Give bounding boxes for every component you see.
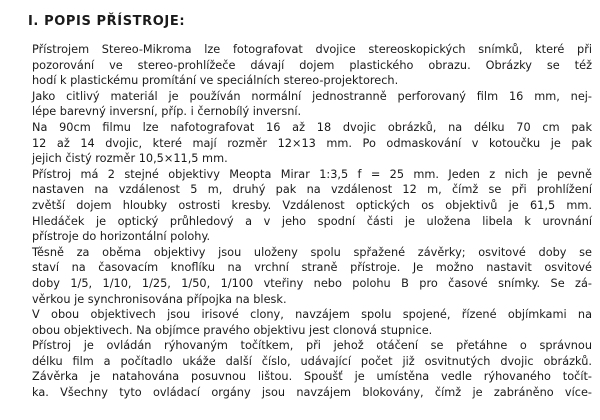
paragraph-film-capacity <box>32 120 592 167</box>
text-line: 12 až 14 dvojic, které mají rozměr 12×13 mm. Po odmaskování v kotoučku je pak <box>32 136 592 150</box>
text-line: Těsně za oběma objektivy jsou uloženy spolu spřažené závěrky; osvitové doby se <box>32 245 592 259</box>
text-line: Přístrojem Stereo-Mikroma lze fotografovat dvojice stereoskopických snímků, které při <box>32 43 592 56</box>
paragraph-lenses <box>32 167 592 245</box>
paragraph-apertures <box>32 307 592 338</box>
section-heading: I. POPIS PŘÍSTROJE: <box>28 14 186 29</box>
text-line: Jako citlivý materiál je používán normální jednostranně perforovaný film 16 mm, nej- <box>32 89 592 103</box>
text-line: délku film a počítadlo ukáže další číslo, udávající počet již osvitnutých dvojic obrázků. <box>32 354 592 368</box>
body-text <box>32 42 592 401</box>
text-line: staví na časovacím knoflíku na vrchní straně přístroje. Je možno nastavit osvitové <box>32 261 592 275</box>
text-line: Hledáček je optický průhledový a v jeho spodní části je uložena libela k urovnání <box>32 214 592 228</box>
text-line: zvětší dojem hloubky ostrosti kresby. Vzdálenost optických os objektivů je 61,5 mm. <box>32 198 592 212</box>
text-line: Závěrka je natahována posuvnou lištou. Spoušť je umístěna vedle rýhovaného točít- <box>32 370 592 384</box>
paragraph-device-purpose <box>32 42 592 89</box>
text-line: nastaven na vzdálenost 5 m, druhý pak na vzdálenost 12 m, čímž se při prohlížení <box>32 183 592 197</box>
text-line: V obou objektivech jsou irisové clony, navzájem spolu spojené, řízené objímkami na <box>32 308 592 322</box>
text-line: Na 90cm filmu lze nafotografovat 16 až 18 dvojic obrázků, na délku 70 cm pak <box>32 120 592 134</box>
text-line: ka. Všechny tyto ovládací orgány jsou navzájem blokovány, čímž je zabráněno více- <box>32 386 592 400</box>
paragraph-shutters <box>32 245 592 307</box>
text-line: Přístroj je ovládán rýhovaným točítkem, při jehož otáčení se přetáhne o správnou <box>32 339 592 353</box>
text-line: obou objektivech. Na objímce pravého objektivu jest clonová stupnice. <box>32 323 433 337</box>
paragraph-film-material <box>32 89 592 120</box>
text-line: lépe barevný inversní, příp. i černobílý inversní. <box>32 105 302 119</box>
text-line: věrkou je synchronisována přípojka na blesk. <box>32 292 287 306</box>
text-line: hodí k plastickému promítání ve speciálních stereo-projektorech. <box>32 74 399 88</box>
text-line: jejich čistý rozměr 10,5×11,5 mm. <box>32 152 228 166</box>
text-line: Přístroj má 2 stejné objektivy Meopta Mirar 1:3,5 f = 25 mm. Jeden z nich je pevně <box>32 167 592 181</box>
text-line: doby 1/5, 1/10, 1/25, 1/50, 1/100 vteřiny nebo polohu B pro časové snímky. Se zá- <box>32 276 592 290</box>
paragraph-controls <box>32 338 592 400</box>
text-line: přístroje do horizontální polohy. <box>32 230 211 244</box>
text-line: pozorování ve stereo-prohlížeče dávají dojem plastického obrazu. Obrázky se též <box>32 58 592 72</box>
